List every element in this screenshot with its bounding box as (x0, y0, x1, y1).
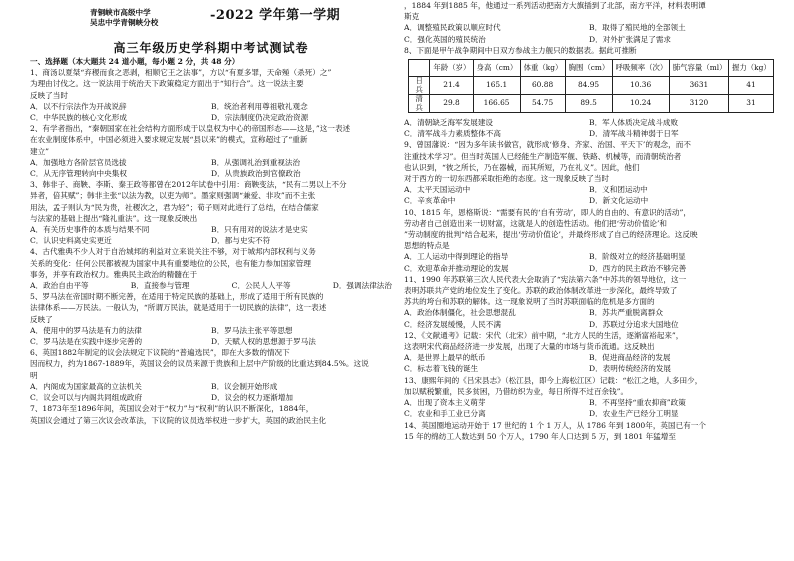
answer-option: D．都与史实不符 (211, 236, 271, 246)
answer-option: A．清朝缺乏海军发展建设 (404, 118, 494, 128)
table-cell: 10.36 (612, 77, 669, 95)
answer-option: A．内阁成为国家最高的立法机关 (30, 381, 142, 391)
question-text-line: 对于西方的一切东西都采取拒绝的态度。这一现象反映了当时 (404, 174, 610, 184)
table-cell: 日兵 (409, 77, 430, 95)
answer-options (404, 22, 774, 33)
question-text-line: 思想的特点是 (404, 241, 450, 251)
answer-options (404, 34, 774, 45)
question-text-line: 7、1873年至1896年间，英国议会对于“权力”与“权利”的认识不断深化，1884年， (30, 404, 314, 414)
table-header-cell: 体重（kg） (520, 60, 565, 77)
answer-options (30, 168, 392, 179)
question-text-line: 英国议会通过了第三次议会改革法，下议院的议员选举权进一步扩大，英国的政治民主化 (30, 415, 327, 425)
answer-option: C．从无序管理转向中央集权 (30, 169, 127, 179)
table-header-cell: 年龄（岁） (430, 60, 473, 77)
answer-option: A．是世界上最早的纸币 (404, 353, 486, 363)
answer-options (404, 117, 774, 128)
question-text-line: 9、曾国藩说：“因为多年读书做官，就形成‘修身、齐家、治国、平天下’的观念，而不 (404, 140, 691, 150)
answer-options (404, 408, 774, 419)
answer-option: C．认识史料离史实更近 (30, 236, 112, 246)
answer-option: C．中华民族的核心文化形成 (30, 113, 127, 123)
table-cell: 41 (728, 77, 773, 95)
answer-options (404, 128, 774, 139)
answer-option: C．标志着飞钱的诞生 (404, 364, 479, 374)
answer-option: A．政治体制僵化，社会思想混乱 (404, 308, 516, 318)
exam-title: 高三年级历史学科期中考试测试卷 (113, 41, 309, 55)
question-text-line: 2、有学者指出，“秦朝国家在社会结构方面形成于以皇权为中心的帝国形态——这是，”这一表述 (30, 124, 351, 134)
answer-option: D．清军战斗精神弱于日军 (589, 129, 679, 139)
question-text-line: ，1884 年到1885 年，他通过一系列活动把南方大旗插到了北部，南方平洋，材料表明谭 (404, 1, 706, 10)
answer-options (30, 325, 392, 336)
table-cell: 21.4 (430, 77, 473, 95)
question-text-line: 反映了 (30, 314, 53, 324)
answer-options (30, 101, 392, 112)
question-text-line: 为理由讨伐之。这一说法用于统治天下政策稳定方面出于“知行合”。这一说法主要 (30, 79, 304, 89)
table-header-cell: 身高（cm） (473, 60, 520, 77)
answer-option: B．军人体质决定战斗成败 (589, 118, 679, 128)
question-text-line: 事务，并享有政治权力。雅典民主政治的精髓在于 (30, 269, 198, 279)
table-row (409, 95, 774, 113)
answer-option: D．苏联过分追求大国地位 (589, 319, 679, 329)
answer-option: D．从贵族政治到官僚政治 (211, 169, 301, 179)
table-cell: 166.65 (473, 95, 520, 113)
answer-options (30, 336, 392, 347)
question-text-line: 12、《文献通考》记载：宋代（北宋）前中期，“北方人民的生活，逐渐富裕起来”， (404, 330, 684, 340)
answer-options (30, 381, 392, 392)
question-text-line: 法律体系——万民法。一般认为，“所谓万民法，就是适用于一切民族的法律”，这一表述 (30, 303, 327, 313)
table-cell: 54.75 (520, 95, 565, 113)
answer-options (404, 184, 774, 195)
question-text-line: 因而权力，约为1867-1889年，英国议会的议员来源于贵族和上层中产阶级的比重达到84.5%。这说 (30, 359, 369, 369)
answer-options (404, 195, 774, 206)
school-name: 吴忠中学青铜峡分校 (90, 18, 159, 27)
answer-option: C．清军战斗力素质整体不高 (404, 129, 501, 139)
question-text-line: 5、罗马法在帝国时期不断完善，在适用于特定民族的基础上，形成了适用于所有民族的 (30, 292, 324, 302)
question-text-line: 反映了当时 (30, 90, 68, 100)
question-text-line: 异者，倍其赋”；韩非主张“以法为教，以吏为师”。墨家则强调“兼爱、非攻”而不主张 (30, 191, 316, 201)
answer-option: A．加强地方各阶层官员选拔 (30, 157, 127, 167)
question-text-line: 明 (30, 370, 38, 380)
question-text-line: 11、1990 年苏联第三次人民代表大会取消了“宪法第六条”中苏共的领导地位，这一 (404, 274, 687, 284)
question-text-line: 8、下面是甲午战争期间中日双方参战主力舰只的数据表。据此可推断 (404, 45, 637, 55)
question-text-line: 用法，孟子则认为“民为贵，社稷次之，君为轻”；荀子则对此进行了总结，在结合儒家 (30, 202, 319, 212)
question-text-line: 与法家的基础上提出“隆礼重法”。这一现象反映出 (30, 213, 198, 223)
question-text-line: 也认识到，“彼之所长，乃在器械，而其所短，乃在礼义”。因此，他们 (404, 162, 640, 172)
answer-options (30, 224, 392, 235)
table-cell: 89.5 (565, 95, 612, 113)
question-text-line: 苏共的垮台和苏联的解体。这一现象说明了当时苏联面临的危机是多方面的 (404, 297, 655, 307)
question-text-line: 加以赋税繁重，民多贫困，乃借纺织为业，每日所得不过百余钱”。 (404, 386, 629, 396)
answer-option: A．太平天国运动中 (404, 185, 471, 195)
answer-options (30, 280, 392, 291)
answer-option: A．有关历史事件的本质与结果不同 (30, 225, 150, 235)
question-text-line: 劳动者自己创造出来一切财富，这就是人的创造性活动。他们把‘劳动价值论’和 (404, 218, 668, 228)
answer-option: D．表明传统经济的发展 (589, 364, 672, 374)
question-text-line: 1、商汤以夏桀“弃稷而食之恶剥，相顺它王之法事”，方以“有夏多罪，天命殛（杀死）之” (30, 68, 332, 78)
table-cell: 60.88 (520, 77, 565, 95)
answer-options (404, 352, 774, 363)
table-cell: 165.1 (473, 77, 520, 95)
question-text-line: 斯克 (404, 12, 420, 22)
question-text-line: 10、1815 年，恩格斯说：“需要有民的‘自有劳动’，即人的自由的、有意识的活动”， (404, 207, 691, 217)
answer-option: D．西方的民主政治不够完善 (589, 263, 687, 273)
table-header-cell: 肺气容量（ml） (669, 60, 728, 77)
answer-option: D．强调法律法治 (332, 281, 392, 291)
right-column (404, 0, 774, 561)
answer-option: C．欢迎革命并推动理论的发展 (404, 263, 509, 273)
school-year: -2022 学年第一学期 (210, 8, 341, 23)
answer-option: C．议会可以与内阁共同组成政府 (30, 393, 143, 403)
exam-header (30, 4, 392, 38)
answer-option: B．议会制开始形成 (211, 381, 278, 391)
school-name: 青铜峡市高级中学 (90, 8, 151, 17)
answer-option: B．只有用对的说法才是史实 (211, 225, 308, 235)
answer-option: C．强化英国的殖民统治 (404, 34, 486, 44)
question-text-line: 表明苏联共产党的地位发生了变化。苏联的政治体制改革进一步深化，最终导致了 (404, 286, 678, 296)
school-names (90, 8, 158, 28)
answer-option: C．辛亥革命中 (404, 196, 456, 206)
answer-option: C．公民人人平等 (231, 281, 291, 291)
left-body (30, 67, 392, 426)
table-cell: 3631 (669, 77, 728, 95)
answer-options (30, 157, 392, 168)
question-text-line: ”劳动制度的批判“结合起来，提出‘劳动价值论’，并最终形成了自己的经济理论。这反映 (404, 230, 698, 240)
question-text-line: 6、英国1882年制定的议会法规定下议院的“普遍选民”，即在大多数的情况下 (30, 348, 290, 358)
answer-option: D．对外扩张满足了需求 (589, 34, 672, 44)
table-header-cell: 呼吸频率（次） (612, 60, 669, 77)
question-text-line: 13、康熙年间的《吕宋县志》（松江县，即今上海松江区）记载：“松江之地，人多田少， (404, 375, 703, 385)
table-cell: 29.8 (430, 95, 473, 113)
question-text-line: 4、古代雅典不少人对于自治城邦的利益对立来说关注不够，对于城邦内部权利与义务 (30, 247, 316, 257)
table-header-cell: 握力（kg） (728, 60, 773, 77)
table-cell: 10.24 (612, 95, 669, 113)
answer-options (404, 319, 774, 330)
table-header-cell: 胸围（cm） (565, 60, 612, 77)
answer-options (404, 263, 774, 274)
question-text-line: 在农业制度体系中，中国必须进入要求规定发展“县以来”的模式，宣称超过了“重新 (30, 135, 308, 145)
answer-option: C．经济发展缓慢，人民不满 (404, 319, 501, 329)
answer-option: B．从强调礼治到重视法治 (211, 157, 301, 167)
table-cell: 3120 (669, 95, 728, 113)
answer-options (30, 235, 392, 246)
table-header-cell (409, 60, 430, 77)
answer-option: A．调整殖民政策以顺应时代 (404, 23, 501, 33)
answer-option: B．促进商品经济的发展 (589, 353, 671, 363)
answer-option: D．天赋人权的思想源于罗马法 (211, 337, 316, 347)
answer-option: B．取得了殖民地的全部领土 (589, 23, 686, 33)
answer-option: D．宗法制度仍决定政治资源 (211, 113, 309, 123)
answer-option: C．农业和手工业已分离 (404, 409, 486, 419)
answer-options (404, 307, 774, 318)
answer-option: A．使用中的罗马法是有力的法律 (30, 325, 142, 335)
answer-option: B．不再坚持“重农抑商”政策 (589, 398, 686, 408)
table-row (409, 77, 774, 95)
answer-option: A．政治自由平等 (30, 281, 89, 291)
right-body (404, 0, 774, 442)
answer-options (404, 363, 774, 374)
answer-option: B．统治者利用尊祖敬礼观念 (211, 101, 308, 111)
question-text-line: 注重技术学习”。但当时英国人已经能生产制造军舰、铁路、机械等，而清朝统治者 (404, 151, 682, 161)
answer-option: B．罗马法主张平等思想 (211, 325, 293, 335)
answer-option: D．新文化运动中 (589, 196, 649, 206)
question-text-line: 这表明宋代商品经济进一步发展，出现了大量的市场与货币流通。这反映出 (404, 342, 655, 352)
question-text-line: 建立” (30, 146, 50, 156)
answer-option: A．以不行宗法作为开战说辞 (30, 101, 127, 111)
section-heading: 一、选择题（本大题共 24 道小题，每小题 2 分，共 48 分） (30, 57, 240, 66)
answer-option: D．议会的权力逐渐增加 (211, 393, 294, 403)
answer-option: C．罗马法是在实践中逐步完善的 (30, 337, 143, 347)
answer-option: A．工人运动中得到理论的指导 (404, 252, 509, 262)
data-table (408, 59, 774, 113)
table-cell: 84.95 (565, 77, 612, 95)
answer-option: B．苏共严重脱离群众 (589, 308, 663, 318)
answer-option: B．直接参与管理 (130, 281, 190, 291)
answer-option: B．义和团运动中 (589, 185, 648, 195)
table-cell: 31 (728, 95, 773, 113)
left-column (30, 0, 392, 561)
answer-option: D．农业生产已经分工明显 (589, 409, 679, 419)
answer-options (404, 397, 774, 408)
table-cell: 清兵 (409, 95, 430, 113)
answer-options (30, 392, 392, 403)
answer-option: B．阶级对立的经济基础明显 (589, 252, 686, 262)
question-text-line: 3、韩非子、商鞅、李斯、秦王政等都曾在2012年试卷中引用：商鞅变法，“民有二男以上不分 (30, 180, 347, 190)
question-text-line: 14、英国圈地运动开始于 17 世纪的 1 个 1 万人，从 1786 年到 1800年，英国已有一个 (404, 420, 706, 430)
question-text-line: 关系的变化：任何公民都被视为国家中具有重要地位的公民，也有能力参加国家管理 (30, 258, 311, 268)
answer-options (404, 251, 774, 262)
question-text-line: 15 年的绵纺工人数达到 50 个万人，1790 年人口达到 5 万，到 1801 年猛增至 (404, 431, 676, 441)
answer-options (30, 112, 392, 123)
answer-option: A．出现了资本主义萌芽 (404, 398, 486, 408)
table-header-row (409, 60, 774, 77)
